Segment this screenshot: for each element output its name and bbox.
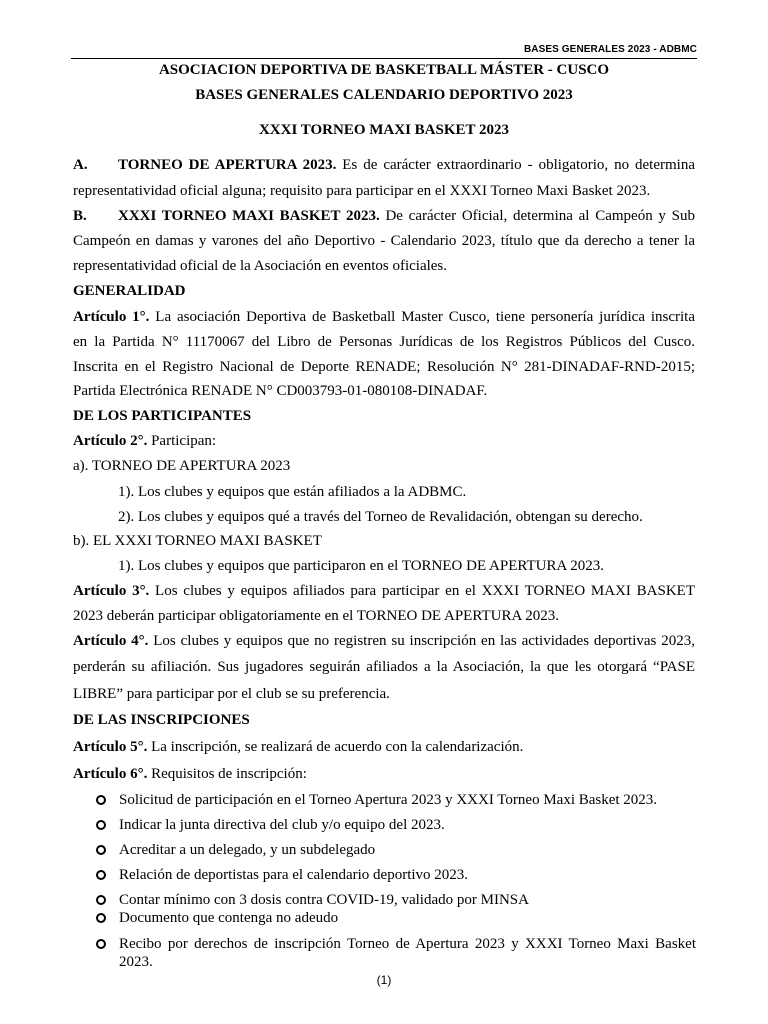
bullet-icon <box>96 870 106 880</box>
bases-title: BASES GENERALES CALENDARIO DEPORTIVO 2023 <box>195 87 573 103</box>
art1-line1 <box>73 308 695 326</box>
org-title: ASOCIACION DEPORTIVA DE BASKETBALL MÁSTER - CUSCO <box>158 62 610 78</box>
part-a-title: a). TORNEO DE APERTURA 2023 <box>73 458 291 474</box>
art6-text: Requisitos de inscripción: <box>147 766 307 782</box>
art4-text1: Los clubes y equipos que no registren su inscripción en las actividades deportivas 2023, <box>148 633 695 649</box>
bullet-icon <box>96 845 106 855</box>
art1-label: Artículo 1°. <box>73 309 150 325</box>
list-item: Acreditar a un delegado, y un subdelegado <box>119 842 376 858</box>
header-rule <box>71 58 697 59</box>
page-number: (1) <box>376 973 392 987</box>
art3-text1: Los clubes y equipos afiliados para participar en el XXXI TORNEO MAXI BASKET <box>149 583 695 599</box>
art2-text: Participan: <box>147 433 217 449</box>
list-item: Documento que contenga no adeudo <box>119 910 339 926</box>
list-item: Indicar la junta directiva del club y/o equipo del 2023. <box>119 817 445 833</box>
section-a-line2: representatividad oficial alguna; requisito para participar en el XXXI Torneo Maxi Basket 2023. <box>73 183 651 199</box>
part-b-item1: 1). Los clubes y equipos que participaron en el TORNEO DE APERTURA 2023. <box>118 558 604 574</box>
participantes-heading: DE LOS PARTICIPANTES <box>73 408 252 424</box>
section-b-label: B. <box>73 208 87 224</box>
art2-label: Artículo 2°. <box>73 433 148 449</box>
part-a-item1: 1). Los clubes y equipos que están afiliados a la ADBMC. <box>118 484 467 500</box>
art3-line2: 2023 deberán participar obligatoriamente en el TORNEO DE APERTURA 2023. <box>73 608 559 624</box>
part-a-item2: 2). Los clubes y equipos qué a través del Torneo de Revalidación, obtengan su derecho. <box>118 509 643 525</box>
list-item-continuation: 2023. <box>119 954 153 970</box>
bullet-icon <box>96 939 106 949</box>
art1-text1: La asociación Deportiva de Basketball Master Cusco, tiene personería jurídica inscrita <box>149 309 695 325</box>
section-b-line1 <box>73 207 695 225</box>
art5-text: La inscripción, se realizará de acuerdo con la calendarización. <box>147 739 524 755</box>
bullet-icon <box>96 795 106 805</box>
art1-line2: en la Partida N° 11170067 del Libro de Personas Jurídicas de los Registros Públicos del Cusco. <box>73 334 695 350</box>
art6-label: Artículo 6°. <box>73 766 148 782</box>
list-item: Relación de deportistas para el calendario deportivo 2023. <box>119 867 469 883</box>
art5-line <box>73 738 695 756</box>
section-a-text1: Es de carácter extraordinario - obligatorio, no determina <box>336 157 695 173</box>
inscripciones-heading: DE LAS INSCRIPCIONES <box>73 712 250 728</box>
art1-line3: Inscrita en el Registro Nacional de Deporte RENADE; Resolución N° 281-DINADAF-RND-2015; <box>73 359 695 375</box>
list-item: Contar mínimo con 3 dosis contra COVID-19, validado por MINSA <box>119 892 529 908</box>
running-header: BASES GENERALES 2023 - ADBMC <box>523 44 697 55</box>
torneo-title: XXXI TORNEO MAXI BASKET 2023 <box>258 122 510 138</box>
section-a-title: TORNEO DE APERTURA 2023. <box>118 157 337 173</box>
art2-line <box>73 432 695 450</box>
section-a-label: A. <box>73 157 88 173</box>
art1-line4: Partida Electrónica RENADE N° CD003793-01-080108-DINADAF. <box>73 383 488 399</box>
section-b-line2: Campeón en damas y varones del año Deportivo - Calendario 2023, título que da derecho a tener la <box>73 233 695 249</box>
section-b-text1: De carácter Oficial, determina al Campeón y Sub <box>379 208 695 224</box>
bullet-icon <box>96 913 106 923</box>
part-b-title: b). EL XXXI TORNEO MAXI BASKET <box>73 533 322 549</box>
section-a-line1 <box>73 156 695 174</box>
list-item: Recibo por derechos de inscripción Torneo de Apertura 2023 y XXXI Torneo Maxi Basket <box>119 936 696 952</box>
section-b-title: XXXI TORNEO MAXI BASKET 2023. <box>118 208 380 224</box>
art4-line2: perderán su afiliación. Sus jugadores seguirán afiliados a la Asociación, la que les otorgará “PASE <box>73 659 695 675</box>
list-item: Solicitud de participación en el Torneo Apertura 2023 y XXXI Torneo Maxi Basket 2023. <box>119 792 658 808</box>
art5-label: Artículo 5°. <box>73 739 148 755</box>
art4-line1 <box>73 632 695 650</box>
art3-line1 <box>73 582 695 600</box>
art4-label: Artículo 4°. <box>73 633 149 649</box>
art4-line3: LIBRE” para participar por el club se su preferencia. <box>73 686 390 702</box>
art3-label: Artículo 3°. <box>73 583 150 599</box>
section-b-line3: representatividad oficial de la Asociación en eventos oficiales. <box>73 258 448 274</box>
bullet-icon <box>96 895 106 905</box>
bullet-icon <box>96 820 106 830</box>
art6-line <box>73 765 695 783</box>
generalidad-heading: GENERALIDAD <box>73 283 186 299</box>
